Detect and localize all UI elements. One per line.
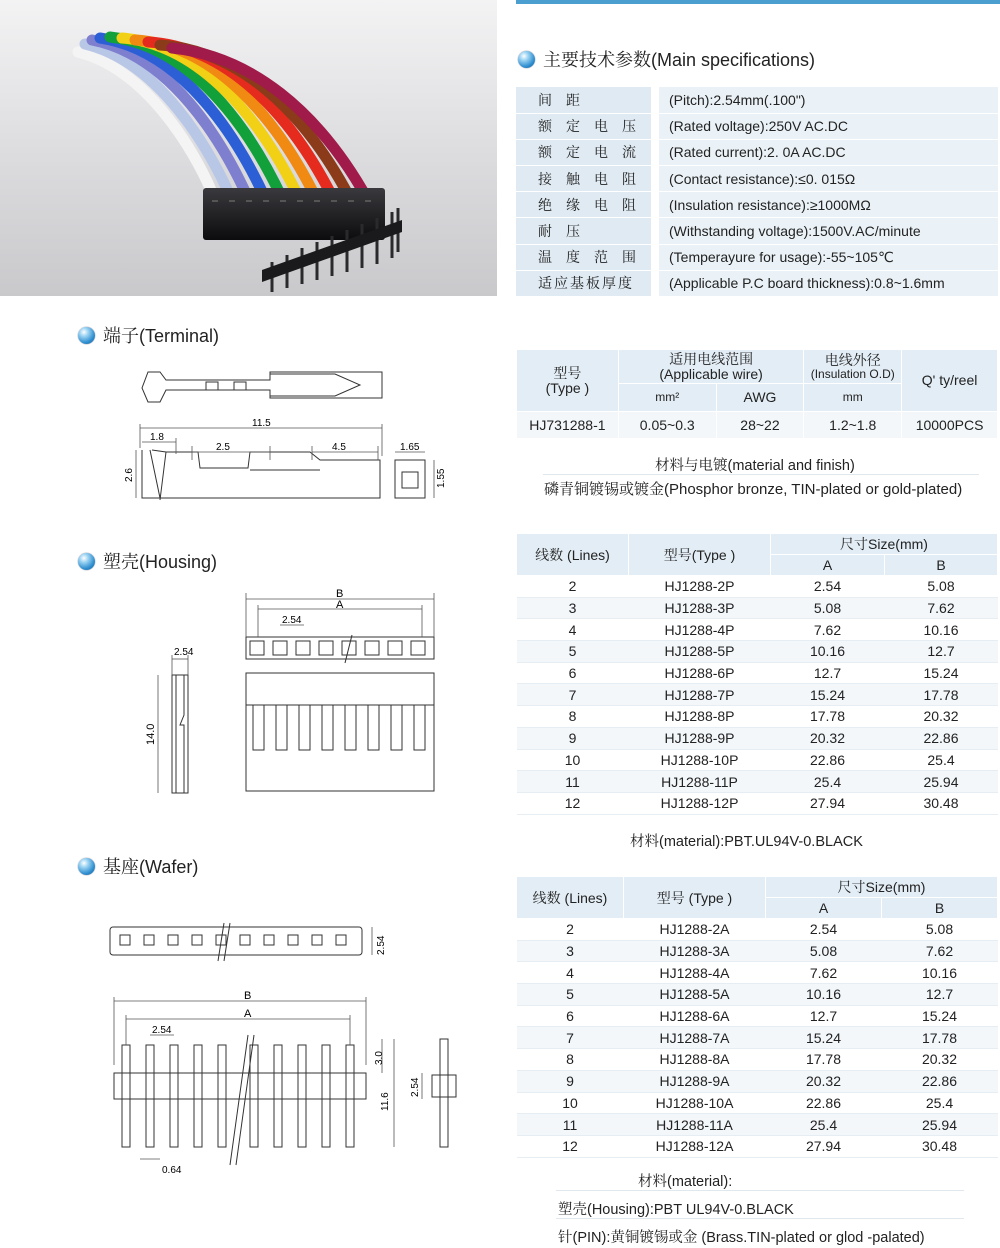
dim-b: B [244, 990, 252, 1002]
spec-key: 绝缘电阻 [516, 192, 655, 218]
th-lines: 线数 (Lines) [517, 877, 624, 919]
cell-a: 17.78 [766, 1049, 882, 1071]
cell-a: 2.54 [766, 919, 882, 941]
cell-type: HJ1288-2P [629, 576, 771, 598]
wafer-drawing [100, 915, 480, 1180]
th-qty: Q' ty/reel [902, 350, 998, 412]
top-accent-line [516, 0, 1000, 4]
th-wire [618, 350, 804, 384]
terminal-table [516, 349, 998, 439]
cell-lines: 2 [517, 919, 624, 941]
main-spec-title-text: 主要技术参数(Main specifications) [543, 50, 816, 70]
table-row [517, 1070, 998, 1092]
cell-lines: 8 [517, 1049, 624, 1071]
dim-d3: 4.5 [332, 442, 346, 453]
cell-lines: 11 [517, 771, 629, 793]
spec-value: (Withstanding voltage):1500V.AC/minute [655, 218, 998, 244]
spec-key: 温度范围 [516, 244, 655, 270]
cell-type: HJ1288-3A [624, 940, 766, 962]
product-photo [0, 0, 497, 296]
cell-a: 10.16 [771, 641, 885, 663]
divider [556, 1218, 964, 1219]
dim-d2: 2.54 [410, 1077, 421, 1097]
table-row [517, 1049, 998, 1071]
cell-lines: 7 [517, 684, 629, 706]
spec-row [516, 192, 998, 218]
cell-type: HJ1288-11P [629, 771, 771, 793]
spec-key: 接触电阻 [516, 166, 655, 192]
bullet-icon [78, 553, 95, 570]
divider [556, 1190, 964, 1191]
cell-type: HJ1288-8P [629, 706, 771, 728]
spec-value: (Pitch):2.54mm(.100") [655, 87, 998, 113]
table-row [517, 412, 998, 439]
cell-lines: 2 [517, 576, 629, 598]
cell-b: 7.62 [882, 940, 998, 962]
dim-d1: 3.0 [374, 1051, 385, 1065]
cell-a: 17.78 [771, 706, 885, 728]
table-row [517, 771, 998, 793]
dim-d2: 2.5 [216, 442, 230, 453]
bullet-icon [78, 327, 95, 344]
wafer-table [516, 876, 998, 1158]
terminal-material-title: 材料与电镀(material and finish) [655, 458, 855, 474]
terminal-title [78, 322, 219, 348]
spec-key: 额定电压 [516, 113, 655, 139]
cell-b: 17.78 [882, 1027, 998, 1049]
spec-table [516, 87, 998, 297]
cell-a: 10.16 [766, 984, 882, 1006]
cell-type: HJ1288-2A [624, 919, 766, 941]
dim-h2: 1.55 [436, 468, 447, 488]
th-od-cn: 电线外径 [824, 351, 881, 368]
cell-type: HJ1288-12A [624, 1135, 766, 1157]
cell-b: 25.94 [885, 771, 998, 793]
cell-type: HJ1288-4A [624, 962, 766, 984]
cell-a: 20.32 [766, 1070, 882, 1092]
wafer-title [78, 853, 198, 879]
th-mm: mm [804, 384, 902, 412]
dim-top-h: 2.54 [376, 935, 387, 955]
spec-key: 间距 [516, 87, 655, 113]
cell-awg: 28~22 [716, 412, 804, 439]
table-row [517, 576, 998, 598]
cell-b: 17.78 [885, 684, 998, 706]
cell-a: 20.32 [771, 727, 885, 749]
cell-b: 15.24 [882, 1005, 998, 1027]
table-row [517, 684, 998, 706]
table-row [517, 1092, 998, 1114]
cell-lines: 12 [517, 1135, 624, 1157]
dim-side-w: 2.54 [174, 647, 194, 658]
cell-b: 7.62 [885, 597, 998, 619]
cell-a: 22.86 [771, 749, 885, 771]
th-type [517, 350, 619, 412]
cell-type: HJ1288-11A [624, 1114, 766, 1136]
th-type-en: (Type ) [545, 379, 590, 396]
dim-pitch: 2.54 [282, 615, 302, 626]
cell-b: 22.86 [885, 727, 998, 749]
cell-type: HJ731288-1 [517, 412, 619, 439]
cell-b: 25.94 [882, 1114, 998, 1136]
cell-type: HJ1288-3P [629, 597, 771, 619]
spec-row [516, 139, 998, 165]
cell-b: 20.32 [882, 1049, 998, 1071]
cable-assembly-illustration [0, 0, 497, 296]
terminal-title-text: 端子(Terminal) [103, 326, 220, 346]
cell-b: 30.48 [885, 792, 998, 814]
cell-a: 7.62 [771, 619, 885, 641]
dim-a: A [244, 1008, 252, 1020]
cell-lines: 3 [517, 940, 624, 962]
cell-type: HJ1288-6P [629, 662, 771, 684]
dim-total: 11.6 [380, 1092, 391, 1111]
th-wire-en: (Applicable wire) [659, 365, 763, 382]
main-spec-title [518, 46, 815, 72]
table-row [517, 984, 998, 1006]
table-row [517, 749, 998, 771]
cell-type: HJ1288-5A [624, 984, 766, 1006]
cell-lines: 6 [517, 662, 629, 684]
th-size: 尺寸Size(mm) [766, 877, 998, 898]
table-row [517, 727, 998, 749]
cell-b: 10.16 [882, 962, 998, 984]
th-lines: 线数 (Lines) [517, 534, 629, 576]
wafer-title-text: 基座(Wafer) [103, 857, 199, 877]
spec-value: (Applicable P.C board thickness):0.8~1.6mm [655, 270, 998, 296]
table-row [517, 706, 998, 728]
spec-row [516, 244, 998, 270]
cell-b: 5.08 [882, 919, 998, 941]
cell-lines: 10 [517, 749, 629, 771]
dim-b: B [336, 588, 344, 600]
cell-lines: 7 [517, 1027, 624, 1049]
cell-lines: 9 [517, 727, 629, 749]
spec-value: (Rated current):2. 0A AC.DC [655, 139, 998, 165]
cell-b: 15.24 [885, 662, 998, 684]
table-row [517, 1114, 998, 1136]
cell-b: 25.4 [885, 749, 998, 771]
cell-od: 1.2~1.8 [804, 412, 902, 439]
spec-row [516, 113, 998, 139]
cell-a: 15.24 [771, 684, 885, 706]
table-row [517, 962, 998, 984]
cell-a: 15.24 [766, 1027, 882, 1049]
table-row [517, 940, 998, 962]
table-row [517, 1005, 998, 1027]
cell-type: HJ1288-10A [624, 1092, 766, 1114]
th-b: B [885, 555, 998, 576]
cell-mm2: 0.05~0.3 [618, 412, 716, 439]
th-od [804, 350, 902, 384]
cell-a: 25.4 [766, 1114, 882, 1136]
wafer-material-title: 材料(material): [638, 1174, 733, 1190]
divider [543, 474, 979, 475]
cell-b: 5.08 [885, 576, 998, 598]
wafer-material-pin: 针(PIN):黄铜镀锡或金 (Brass.TIN-plated or glod -palated) [558, 1230, 925, 1246]
housing-title [78, 548, 217, 574]
cell-a: 27.94 [771, 792, 885, 814]
cell-type: HJ1288-9A [624, 1070, 766, 1092]
cell-lines: 12 [517, 792, 629, 814]
table-row [517, 919, 998, 941]
spec-key: 额定电流 [516, 139, 655, 165]
dim-w2: 1.65 [400, 442, 420, 453]
cell-type: HJ1288-8A [624, 1049, 766, 1071]
housing-table [516, 533, 998, 815]
cell-qty: 10000PCS [902, 412, 998, 439]
cell-a: 2.54 [771, 576, 885, 598]
cell-type: HJ1288-7P [629, 684, 771, 706]
terminal-material: 磷青铜镀锡或镀金(Phosphor bronze, TIN-plated or gold-plated) [544, 481, 963, 498]
th-type-cn: 型号 [553, 364, 582, 381]
th-type: 型号 (Type ) [624, 877, 766, 919]
cell-b: 20.32 [885, 706, 998, 728]
cell-type: HJ1288-4P [629, 619, 771, 641]
cell-a: 22.86 [766, 1092, 882, 1114]
th-od-en: (Insulation O.D) [810, 366, 895, 381]
th-type: 型号(Type ) [629, 534, 771, 576]
cell-a: 25.4 [771, 771, 885, 793]
table-row [517, 792, 998, 814]
spec-value: (Temperayure for usage):-55~105℃ [655, 244, 998, 270]
cell-b: 12.7 [885, 641, 998, 663]
dim-pitch: 2.54 [152, 1025, 172, 1036]
cell-lines: 4 [517, 962, 624, 984]
cell-a: 12.7 [766, 1005, 882, 1027]
housing-drawing [140, 585, 450, 800]
table-row [517, 1135, 998, 1157]
cell-type: HJ1288-5P [629, 641, 771, 663]
cell-b: 12.7 [882, 984, 998, 1006]
dim-a: A [336, 599, 344, 611]
cell-lines: 5 [517, 641, 629, 663]
cell-lines: 5 [517, 984, 624, 1006]
th-a: A [766, 898, 882, 919]
th-wire-cn: 适用电线范围 [669, 350, 754, 367]
cell-type: HJ1288-10P [629, 749, 771, 771]
cell-a: 12.7 [771, 662, 885, 684]
bullet-icon [518, 51, 535, 68]
cell-lines: 10 [517, 1092, 624, 1114]
spec-row [516, 87, 998, 113]
cell-b: 10.16 [885, 619, 998, 641]
dim-total: 11.5 [252, 418, 271, 429]
th-a: A [771, 555, 885, 576]
housing-title-text: 塑壳(Housing) [103, 552, 218, 572]
table-row [517, 641, 998, 663]
spec-row [516, 166, 998, 192]
cell-b: 22.86 [882, 1070, 998, 1092]
cell-lines: 6 [517, 1005, 624, 1027]
cell-b: 25.4 [882, 1092, 998, 1114]
terminal-drawing [120, 360, 460, 510]
table-row [517, 619, 998, 641]
spec-value: (Insulation resistance):≥1000MΩ [655, 192, 998, 218]
wafer-material-housing: 塑壳(Housing):PBT UL94V-0.BLACK [558, 1202, 794, 1218]
cell-type: HJ1288-7A [624, 1027, 766, 1049]
dim-height: 14.0 [145, 723, 157, 745]
dim-pin: 0.64 [162, 1165, 182, 1176]
cell-type: HJ1288-9P [629, 727, 771, 749]
cell-a: 5.08 [771, 597, 885, 619]
th-mm2: mm² [618, 384, 716, 412]
cell-a: 7.62 [766, 962, 882, 984]
table-row [517, 662, 998, 684]
spec-key: 耐压 [516, 218, 655, 244]
cell-a: 5.08 [766, 940, 882, 962]
spec-value: (Contact resistance):≤0. 015Ω [655, 166, 998, 192]
cell-lines: 9 [517, 1070, 624, 1092]
cell-lines: 11 [517, 1114, 624, 1136]
dim-d1: 1.8 [150, 432, 164, 443]
cell-type: HJ1288-6A [624, 1005, 766, 1027]
cell-type: HJ1288-12P [629, 792, 771, 814]
spec-value: (Rated voltage):250V AC.DC [655, 113, 998, 139]
cell-lines: 3 [517, 597, 629, 619]
cell-a: 27.94 [766, 1135, 882, 1157]
cell-lines: 8 [517, 706, 629, 728]
spec-row [516, 270, 998, 296]
th-b: B [882, 898, 998, 919]
table-row [517, 1027, 998, 1049]
dim-h: 2.6 [124, 468, 135, 482]
cell-b: 30.48 [882, 1135, 998, 1157]
housing-material: 材料(material):PBT.UL94V-0.BLACK [630, 834, 863, 850]
th-size: 尺寸Size(mm) [771, 534, 998, 555]
table-row [517, 597, 998, 619]
spec-row [516, 218, 998, 244]
bullet-icon [78, 858, 95, 875]
th-awg: AWG [716, 384, 804, 412]
cell-lines: 4 [517, 619, 629, 641]
spec-key: 适应基板厚度 [516, 270, 655, 296]
